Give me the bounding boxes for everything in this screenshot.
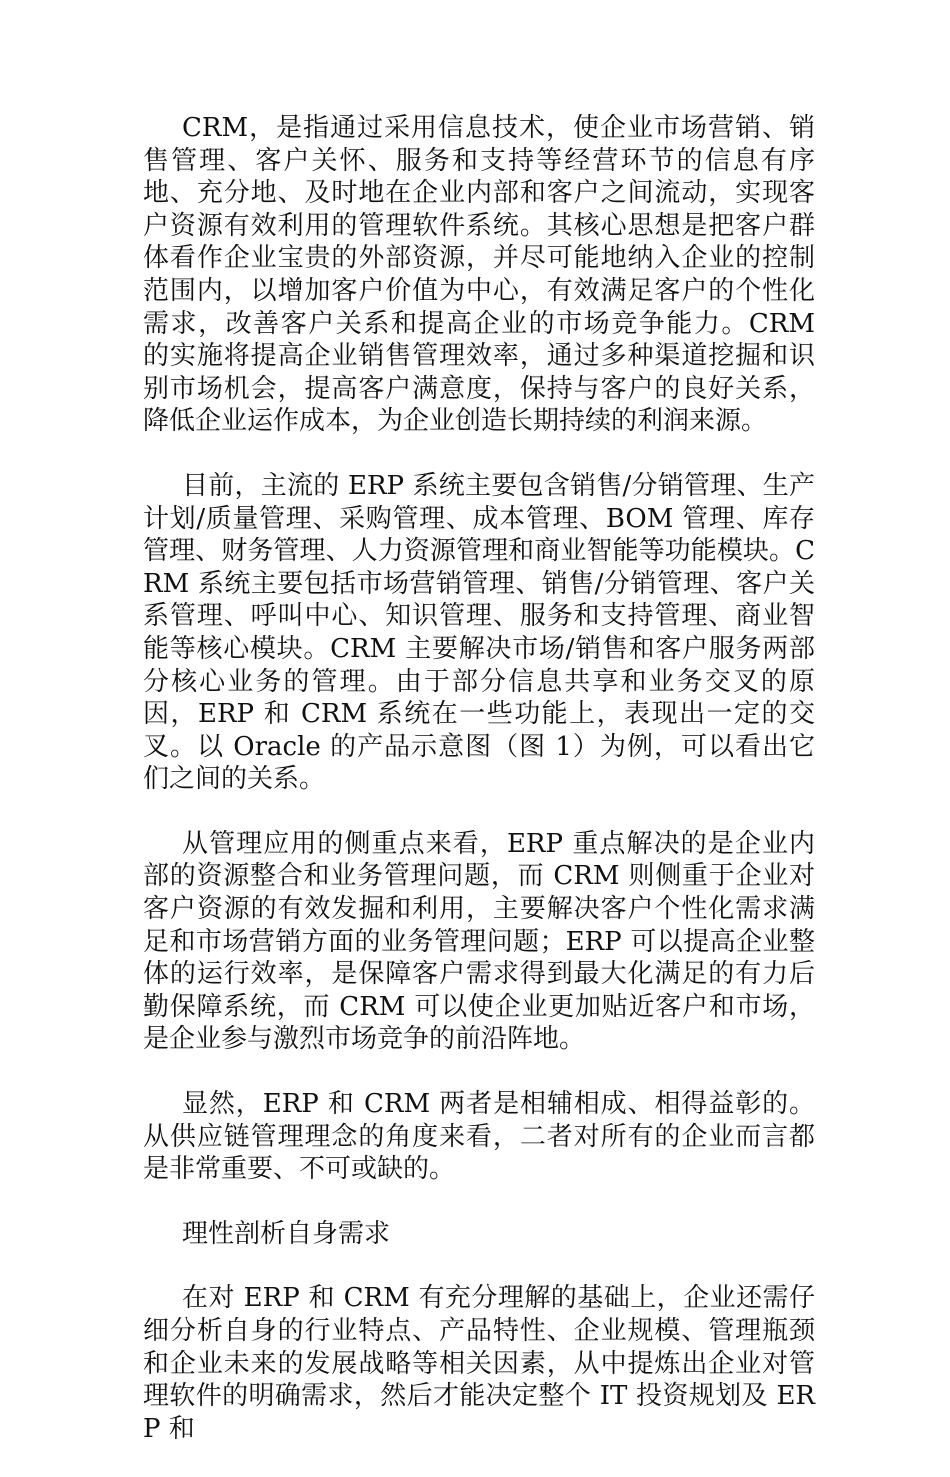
- paragraph-complementary: 显然，ERP 和 CRM 两者是相辅相成、相得益彰的。从供应链管理理念的角度来看，二者对所有的企业而言都是非常重要、不可或缺的。: [143, 1089, 815, 1185]
- paragraph-erp-crm-modules: 目前，主流的 ERP 系统主要包含销售/分销管理、生产计划/质量管理、采购管理、成本管理、BOM 管理、库存管理、财务管理、人力资源管理和商业智能等功能模块。CRM 系统主要包括市场营销管理、销售/分销管理、客户关系管理、呼叫中心、知识管理、服务和支持管理、商业智能等核心模块。CRM 主要解决市场/销售和客户服务两部分核心业务的管理。由于部分信息共享和业务交叉的原因，ERP 和 CRM 系统在一些功能上，表现出一定的交叉。以 Oracle 的产品示意图（图 1）为例，可以看出它们之间的关系。: [143, 470, 815, 795]
- paragraph-management-focus: 从管理应用的侧重点来看，ERP 重点解决的是企业内部的资源整合和业务管理问题，而 CRM 则侧重于企业对客户资源的有效发掘和利用，主要解决客户个性化需求满足和市场营销方面的业务管理问题；ERP 可以提高企业整体的运行效率，是保障客户需求得到最大化满足的有力后勤保障系统，而 CRM 可以使企业更加贴近客户和市场，是企业参与激烈市场竞争的前沿阵地。: [143, 828, 815, 1055]
- document-body: [143, 112, 815, 1477]
- paragraph-crm-definition: CRM，是指通过采用信息技术，使企业市场营销、销售管理、客户关怀、服务和支持等经营环节的信息有序地、充分地、及时地在企业内部和客户之间流动，实现客户资源有效利用的管理软件系统。其核心思想是把客户群体看作企业宝贵的外部资源，并尽可能地纳入企业的控制范围内，以增加客户价值为中心，有效满足客户的个性化需求，改善客户关系和提高企业的市场竞争能力。CRM 的实施将提高企业销售管理效率，通过多种渠道挖掘和识别市场机会，提高客户满意度，保持与客户的良好关系，降低企业运作成本，为企业创造长期持续的利润来源。: [143, 113, 815, 437]
- section-heading: 理性剖析自身需求: [182, 1218, 391, 1249]
- paragraph-needs-analysis: 在对 ERP 和 CRM 有充分理解的基础上，企业还需仔细分析自身的行业特点、产品特性、企业规模、管理瓶颈和企业未来的发展战略等相关因素，从中提炼出企业对管理软件的明确需求，然后才能决定整个 IT 投资规划及 ERP 和: [143, 1283, 815, 1444]
